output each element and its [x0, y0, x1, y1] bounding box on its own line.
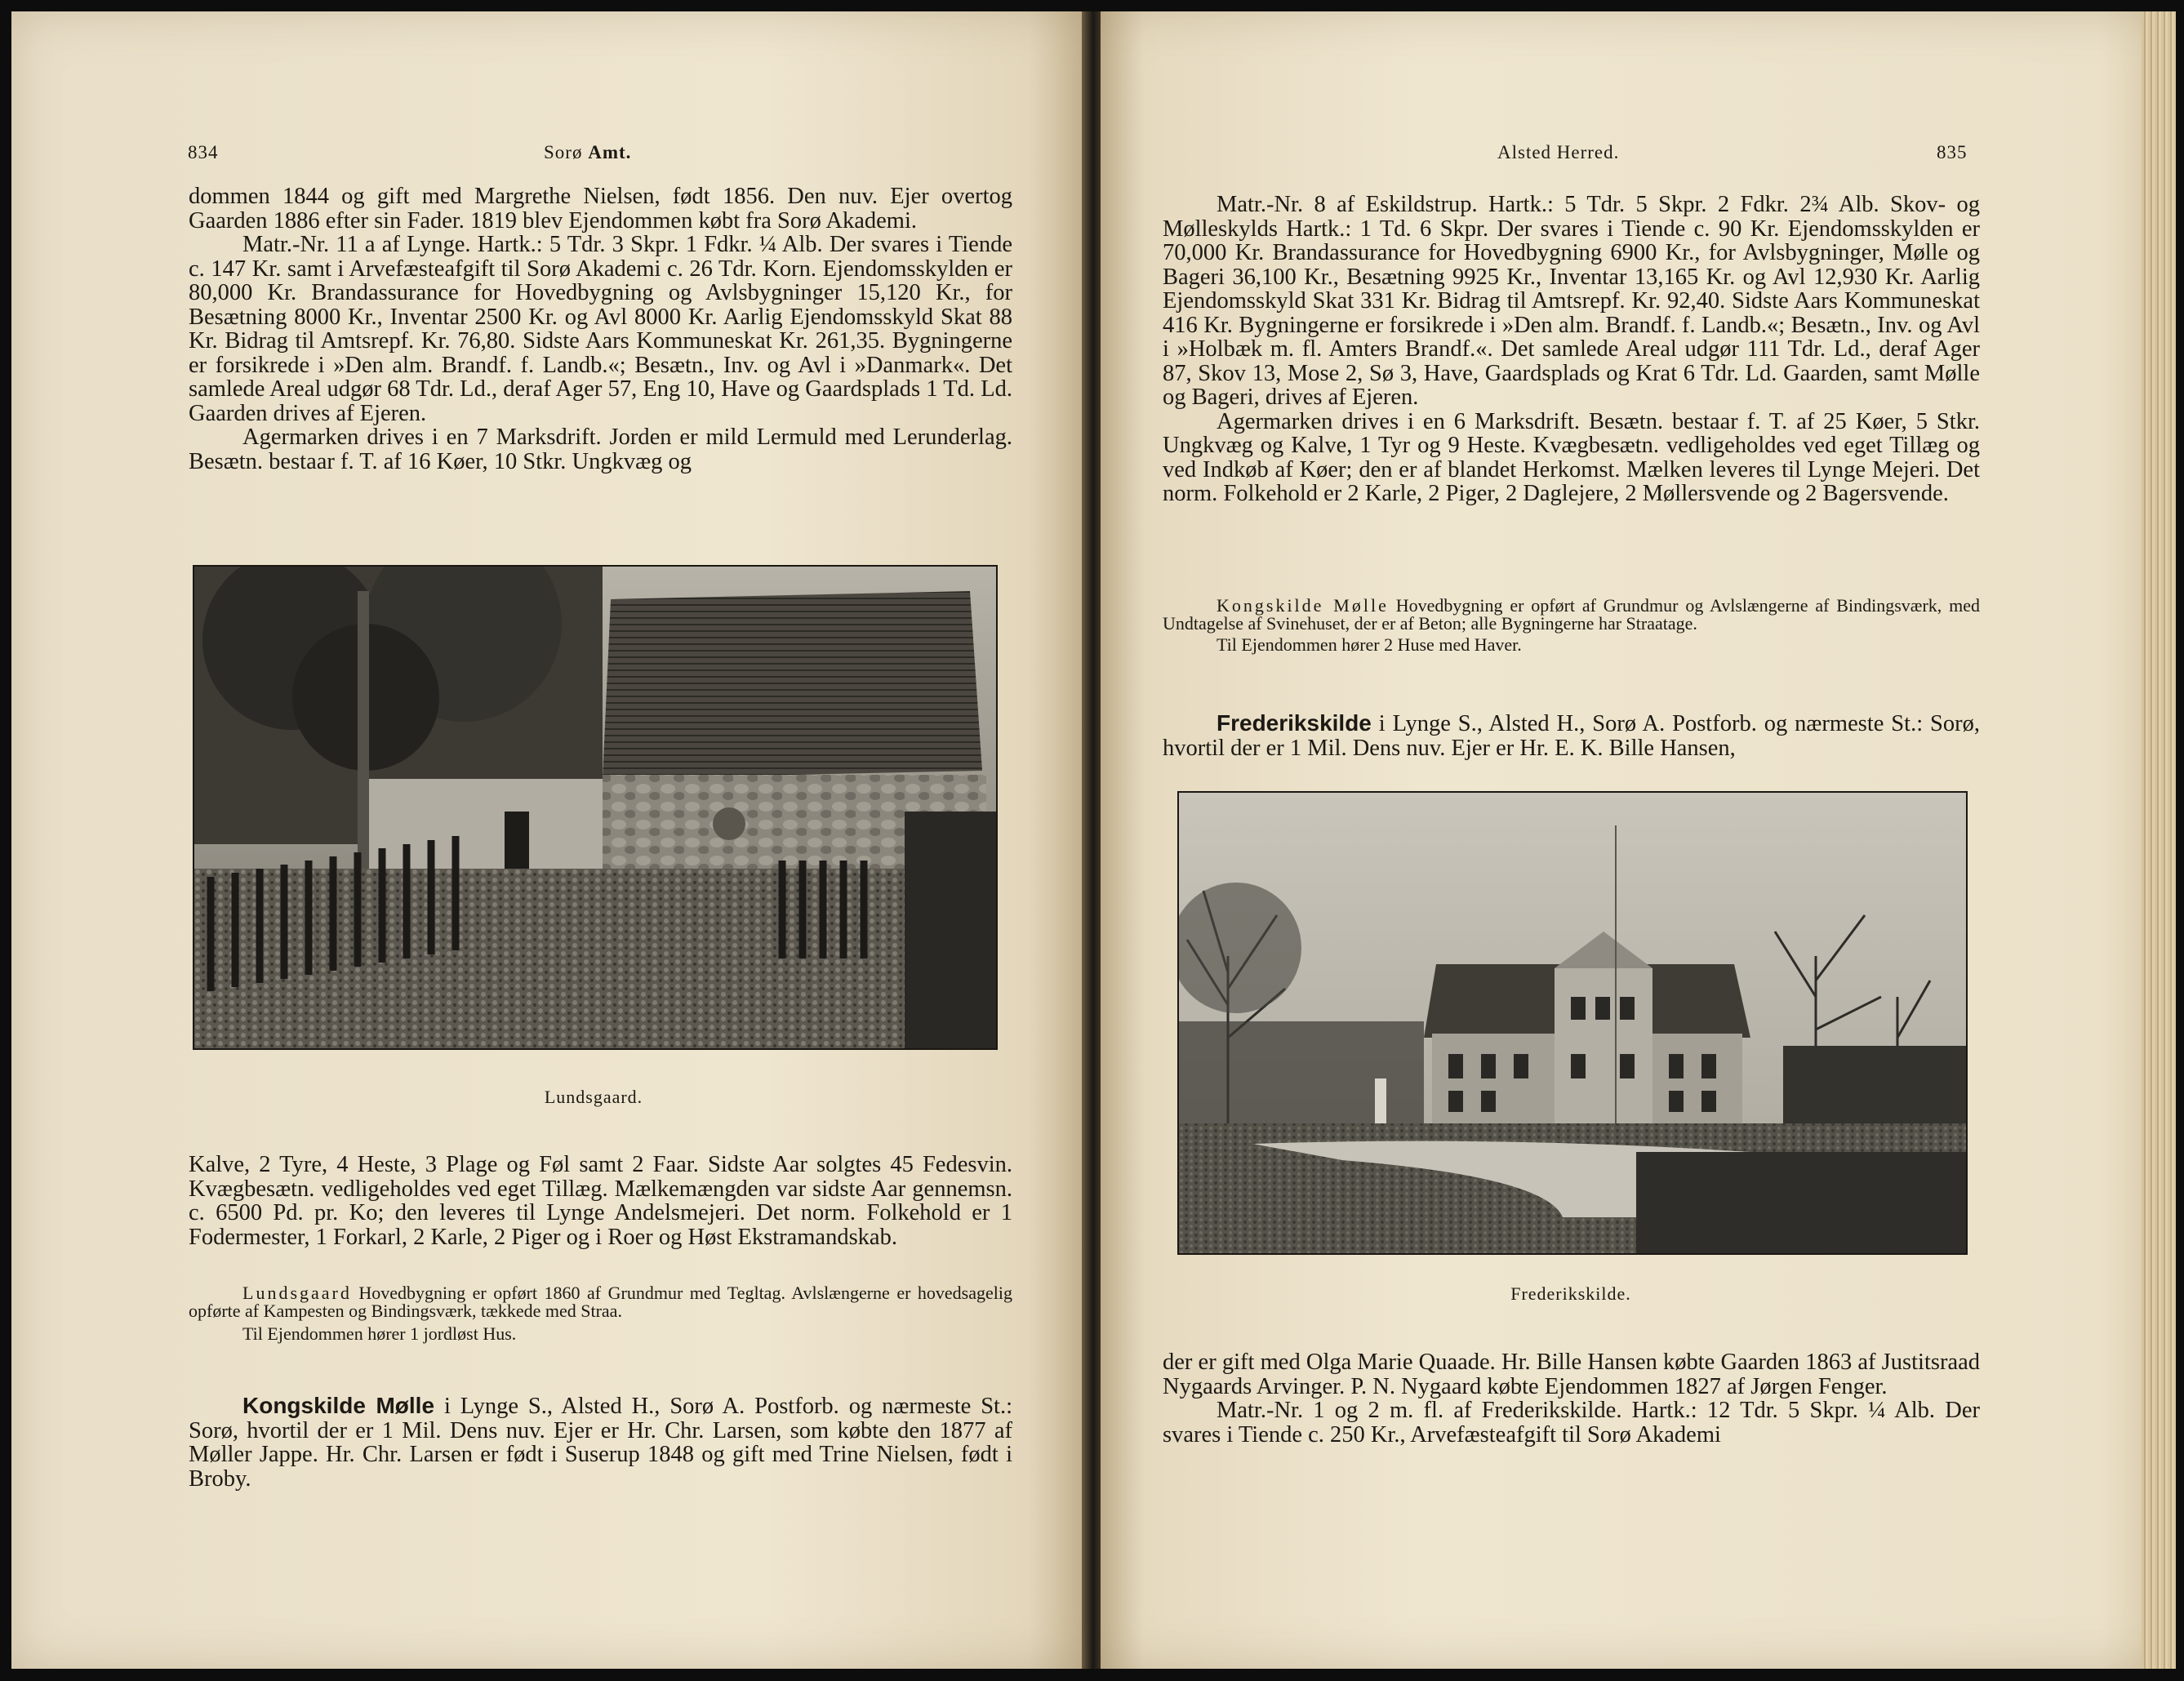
entry-title-frederikskilde: Frederikskilde	[1217, 710, 1372, 736]
right-para-3: der er gift med Olga Marie Quaade. Hr. Bille Hansen købte Gaarden 1863 af Justitsraad Nygaards Arvinger. P. N. Nygaard købte Ejendommen 1827 af Jørgen Fenger.	[1163, 1350, 1980, 1399]
left-text-bottom	[189, 1153, 1012, 1249]
right-small-2: Til Ejendommen hører 2 Huse med Haver.	[1217, 634, 1522, 655]
photo-lundsgaard-image	[194, 567, 996, 1048]
running-head-left-a: Sorø	[544, 142, 583, 162]
running-head-left-b: Amt.	[588, 142, 632, 162]
right-para-2: Agermarken drives i en 6 Marksdrift. Besætn. bestaar f. T. af 25 Køer, 5 Stkr. Ungkvæg og Kalve, 1 Tyr og 9 Heste. Kvægbesætn. vedligeholdes ved eget Tillæg og ved Indkøb af Køer; den er af blandet Herkomst. Mælken leveres til Lynge Mejeri. Det norm. Folkehold er 2 Karle, 2 Piger, 2 Daglejere, 2 Møllersvende og 2 Bagersvende.	[1163, 408, 1980, 506]
running-head-right: Alsted Herred.	[1497, 142, 1620, 162]
right-text-bottom	[1163, 1350, 1980, 1447]
caption-frederikskilde: Frederikskilde.	[1510, 1283, 1631, 1304]
entry-text-frederikskilde: i Lynge S., Alsted H., Sorø A. Postforb. og nærmeste St.: Sorø, hvortil der er 1 Mil. Dens nuv. Ejer er Hr. E. K. Bille Hansen,	[1163, 711, 1980, 761]
book-gutter	[1082, 11, 1101, 1669]
right-para-1: Matr.-Nr. 8 af Eskildstrup. Hartk.: 5 Tdr. 5 Skpr. 2 Fdkr. 2¾ Alb. Skov- og Mølleskylds Hartk.: 1 Td. 6 Skpr. Der svares i Tiende c. 90 Kr. Ejendomsskylden er 70,000 Kr. Brandassurance for Hovedbygning 6900 Kr., for Avlsbygninger, Mølle og Bageri 36,100 Kr., Besætning 9925 Kr., Inventar 13,165 Kr. og Avl 12,930 Kr. Aarlig Ejendomsskyld Skat 331 Kr. Bidrag til Amtsrepf. Kr. 92,40. Sidste Aars Kommuneskat 416 Kr. Bygningerne er forsikrede i »Den alm. Brandf. f. Landb.«; Besætn., Inv. og Avl i »Holbæk m. fl. Amters Brandf.«. Det samlede Areal udgør 111 Tdr. Ld., deraf Ager 87, Skov 13, Mose 2, Sø 3, Have, Gaardsplads og Krat 6 Tdr. Ld. Gaarden, samt Mølle og Bageri, drives af Ejeren.	[1163, 192, 1980, 410]
left-entry	[189, 1394, 1012, 1491]
right-small-lead: Kongskilde Mølle	[1217, 595, 1389, 616]
left-small-1: Hovedbygning er opført 1860 af Grundmur med Tegltag. Avlslængerne er hovedsagelig opførte af Kampesten og Bindingsværk, tækkede med Straa.	[189, 1283, 1013, 1321]
photo-lundsgaard	[193, 565, 998, 1050]
right-text-top	[1163, 193, 1980, 506]
left-small-text	[189, 1284, 1012, 1343]
left-para-1: dommen 1844 og gift med Margrethe Nielsen, født 1856. Den nuv. Ejer overtog Gaarden 1886 efter sin Fader. 1819 blev Ejendommen købt fra Sorø Akademi.	[189, 184, 1012, 233]
right-small-1: Hovedbygning er opført af Grundmur og Avlslængerne af Bindingsværk, med Undtagelse af Svinehuset, der er af Beton; alle Bygningerne har Straatage.	[1163, 595, 1980, 634]
left-text-top	[189, 185, 1012, 474]
left-page	[11, 11, 1082, 1669]
page-number-left: 834	[188, 142, 219, 162]
page-edges	[2142, 11, 2176, 1669]
right-para-4: Matr.-Nr. 1 og 2 m. fl. af Frederikskilde. Hartk.: 12 Tdr. 5 Skpr. ¼ Alb. Der svares i Tiende c. 250 Kr., Arvefæsteafgift til Sorø Akademi	[1163, 1398, 1980, 1448]
entry-text-kongskilde: i Lynge S., Alsted H., Sorø A. Postforb. og nærmeste St.: Sorø, hvortil der er 1 Mil. Dens nuv. Ejer er Hr. Chr. Larsen, som købte den 1877 af Møller Jappe. Hr. Chr. Larsen er født i Suserup 1848 og gift med Trine Nielsen, født i Broby.	[189, 1394, 1013, 1492]
right-page	[1101, 11, 2176, 1669]
left-para-3: Agermarken drives i en 7 Marksdrift. Jorden er mild Lermuld med Lerunderlag. Besætn. bestaar f. T. af 16 Køer, 10 Stkr. Ungkvæg og	[189, 425, 1012, 474]
caption-lundsgaard: Lundsgaard.	[544, 1087, 643, 1107]
entry-title-kongskilde: Kongskilde Mølle	[242, 1393, 435, 1418]
left-para-4: Kalve, 2 Tyre, 4 Heste, 3 Plage og Føl samt 2 Faar. Sidste Aar solgtes 45 Fedesvin. Kvægbesætn. vedligeholdes ved eget Tillæg. Mælkemængden var sidste Aar gennemsn. c. 6500 Pd. pr. Ko; den leveres til Lynge Andelsmejeri. Det norm. Folkehold er 1 Fodermester, 1 Forkarl, 2 Karle, 2 Piger og i Roer og Høst Ekstramandskab.	[189, 1152, 1012, 1250]
photo-frederikskilde	[1177, 791, 1968, 1255]
running-head-left	[544, 142, 631, 163]
right-entry	[1163, 711, 1980, 760]
left-small-lead: Lundsgaard	[242, 1283, 352, 1303]
page-number-right: 835	[1937, 142, 1968, 162]
left-para-2: Matr.-Nr. 11 a af Lynge. Hartk.: 5 Tdr. 3 Skpr. 1 Fdkr. ¼ Alb. Der svares i Tiende c. 147 Kr. samt i Arvefæsteafgift til Sorø Akademi c. 26 Tdr. Korn. Ejendomsskylden er 80,000 Kr. Brandassurance for Hovedbygning og Avlsbygninger 15,120 Kr., for Besætning 8000 Kr., Inventar 2500 Kr. og Avl 8000 Kr. Aarlig Ejendomsskyld Skat 88 Kr. Bidrag til Amtsrepf. Kr. 76,80. Sidste Aars Kommuneskat Kr. 261,35. Bygningerne er forsikrede i »Den alm. Brandf. f. Landb.«; Besætn., Inv. og Avl i »Danmark«. Det samlede Areal udgør 68 Tdr. Ld., deraf Ager 57, Eng 10, Have og Gaardsplads 1 Td. Ld. Gaarden drives af Ejeren.	[189, 232, 1012, 426]
right-small-text	[1163, 597, 1980, 654]
left-small-2: Til Ejendommen hører 1 jordløst Hus.	[242, 1323, 517, 1344]
photo-frederikskilde-image	[1179, 793, 1966, 1253]
